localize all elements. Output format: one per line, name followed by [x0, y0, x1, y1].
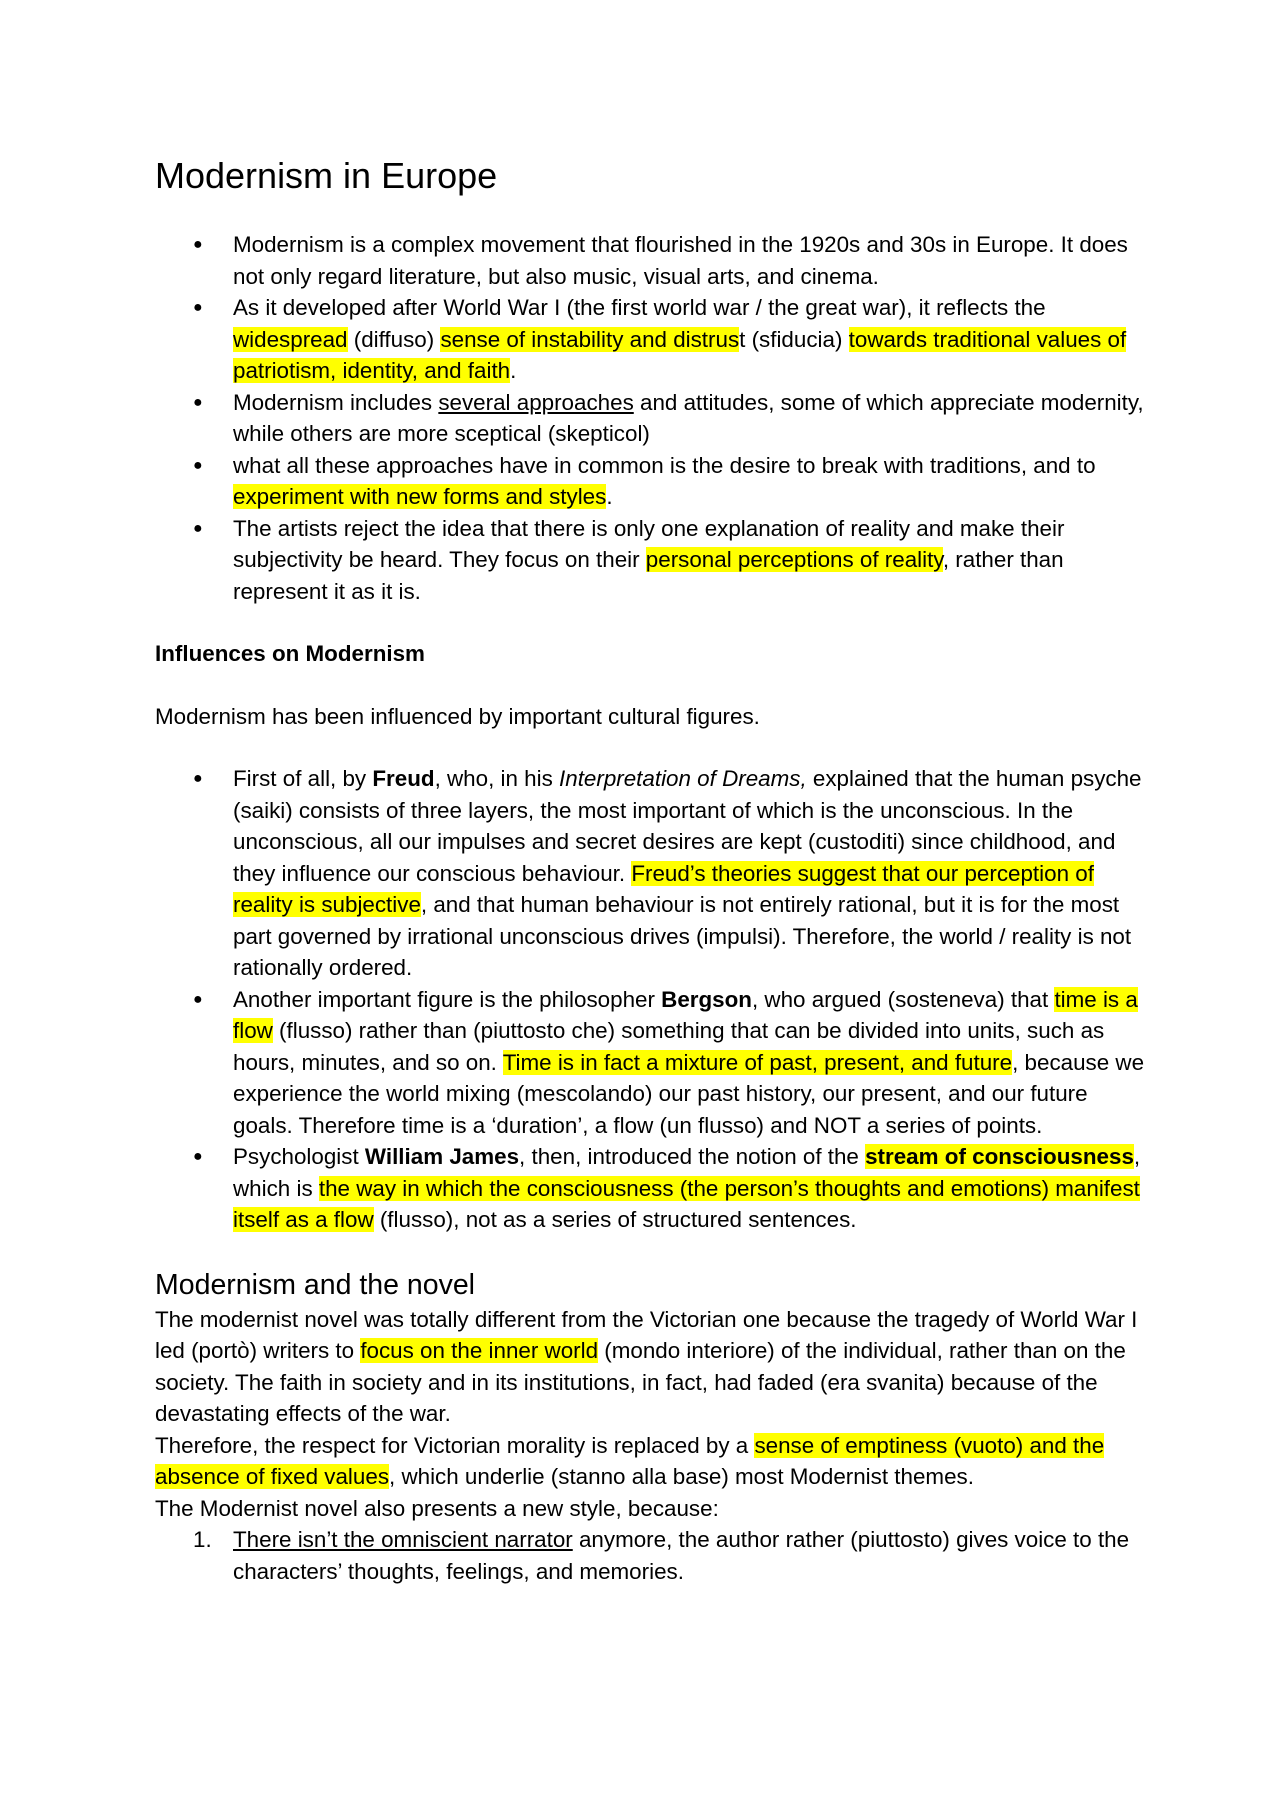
bold-text: Bergson [661, 986, 752, 1012]
influences-heading: Influences on Modernism [155, 641, 425, 666]
text-run: , who argued (sosteneva) that [751, 986, 1055, 1012]
text-run: (mondo interiore) of the individual, rather than on the society. The faith in society and in its institutions, in fact, had faded (era svanita) because of the devastating effects of the war. [155, 1338, 1126, 1426]
highlighted-text: time is a flow [233, 986, 1138, 1043]
highlighted-text: the way in which the consciousness (the person’s thoughts and emotions) manifest itself as a flow [233, 1175, 1140, 1232]
numbered-item [155, 1524, 1145, 1587]
text-run: (diffuso) [347, 326, 441, 352]
text-run: The artists reject the idea that there is only one explanation of reality and make their subjectivity be heard. They focus on their [233, 515, 1065, 572]
highlighted-text: experiment with new forms and styles [233, 484, 607, 509]
highlighted-text: sense of instability and distrus [440, 326, 740, 352]
influence-bullet [155, 1141, 1145, 1236]
underlined-text: several approaches [438, 389, 634, 415]
text-run: (flusso), not as a series of structured sentences. [373, 1207, 857, 1232]
highlighted-text: sense of emptiness (vuoto) and the absence of fixed values [155, 1432, 1105, 1489]
text-run: , which underlie (stanno alla base) most Modernist themes. [389, 1464, 974, 1489]
influence-bullet [155, 763, 1145, 984]
novel-paragraph [155, 1430, 1145, 1493]
text-run: As it developed after World War I (the first world war / the great war), it reflects the [233, 295, 1046, 320]
text-run: what all these approaches have in common is the desire to break with traditions, and to [233, 452, 1096, 478]
text-run: Therefore, the respect for Victorian morality is replaced by a [155, 1432, 755, 1458]
highlighted-text: personal perceptions of reality [645, 547, 943, 572]
highlighted-text: focus on the inner world [360, 1338, 599, 1363]
intro-bullet [155, 513, 1145, 608]
text-run: Another important figure is the philosopher [233, 986, 662, 1012]
list-number: 1. [193, 1527, 212, 1552]
highlighted-text: widespread [233, 326, 348, 352]
text-run: Psychologist [233, 1144, 365, 1169]
intro-bullet [155, 387, 1145, 450]
text-run: First of all, by [233, 766, 373, 791]
bold-text: William James [364, 1144, 520, 1169]
influences-intro: Modernism has been influenced by important cultural figures. [155, 703, 760, 729]
text-run: Modernism includes [233, 389, 439, 415]
highlighted-text: towards traditional values of patriotism, identity, and faith [233, 326, 1127, 383]
text-run: , rather than represent it as it is. [233, 547, 1064, 604]
highlighted-text: Time is in fact a mixture of past, present, and future [502, 1049, 1013, 1075]
text-run: , who, in his [434, 766, 560, 791]
intro-bullet-list [155, 229, 1145, 607]
novel-numbered-list [155, 1524, 1145, 1587]
text-run: t (sfiducia) [739, 326, 849, 352]
text-run: The modernist novel was totally different from the Victorian one because the tragedy of World War I led (portò) writers to [155, 1306, 1138, 1363]
text-run: , and that human behaviour is not entirely rational, but it is for the most part governed by irrational unconscious drives (impulsi). Therefore, the world / reality is not rationally ordered. [233, 892, 1132, 980]
novel-paragraph [155, 1493, 1145, 1525]
text-run: explained that the human psyche (saiki) consists of three layers, the most important of which is the unconscious. In the unconscious, all our impulses and secret desires are kept (custoditi) since childhood, and they influence our conscious behaviour. [233, 766, 1142, 886]
highlighted-text: stream of consciousness [865, 1144, 1134, 1169]
influence-bullet [155, 984, 1145, 1142]
text-run: , because we experience the world mixing (mescolando) our past history, our present, and our future goals. Therefore time is a ‘duration’, a flow (un flusso) and NOT a series of points. [233, 1049, 1145, 1138]
novel-paragraph [155, 1304, 1145, 1430]
text-run: and attitudes, some of which appreciate modernity, while others are more sceptical (skepticol) [233, 389, 1144, 446]
intro-bullet [155, 229, 1145, 292]
novel-section-heading: Modernism and the novel [155, 1268, 476, 1301]
influences-bullet-list [155, 763, 1145, 1236]
text-run: Modernism is a complex movement that flourished in the 1920s and 30s in Europe. It does not only regard literature, but also music, visual arts, and cinema. [233, 232, 1128, 289]
intro-bullet [155, 450, 1145, 513]
text-run: anymore, the author rather (piuttosto) gives voice to the characters’ thoughts, feelings, and memories. [233, 1527, 1130, 1584]
text-run: . [606, 484, 613, 509]
underlined-text: There isn’t the omniscient narrator [233, 1527, 573, 1552]
highlighted-text: Freud’s theories suggest that our perception of reality is subjective [233, 860, 1094, 917]
bold-text: Freud [372, 766, 435, 791]
document-body [155, 152, 1145, 1587]
intro-bullet [155, 292, 1145, 387]
italic-text: Interpretation of Dreams, [559, 766, 807, 791]
text-run: (flusso) rather than (piuttosto che) something that can be divided into units, such as hours, minutes, and so on. [233, 1018, 1105, 1075]
text-run: , then, introduced the notion of the [519, 1144, 866, 1169]
text-run: The Modernist novel also presents a new style, because: [155, 1495, 719, 1521]
page-title: Modernism in Europe [155, 155, 498, 196]
text-run: , which is [233, 1144, 1141, 1201]
novel-paragraphs [155, 1304, 1145, 1525]
text-run: . [510, 358, 517, 383]
